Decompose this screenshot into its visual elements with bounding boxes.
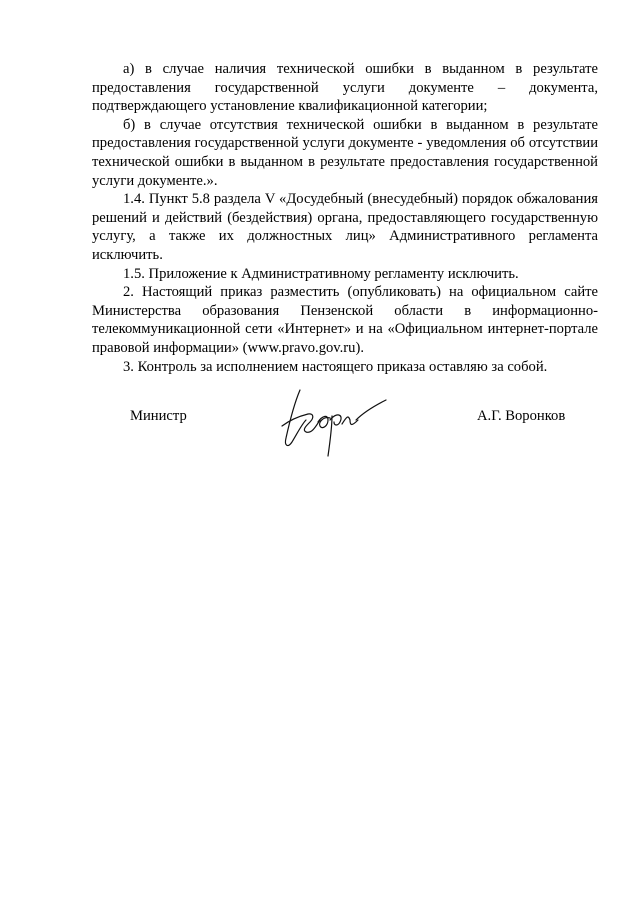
paragraph-a: а) в случае наличия технической ошибки в выданном в результате предоставления государственной услуги документе – документа, подтверждающего установление квалификационной категории; xyxy=(92,61,598,115)
paragraph-b: б) в случае отсутствия технической ошибки в выданном в результате предоставления государственной услуги документе - уведомления об отсутствии технической ошибки в выданном в результате предоставления государственной услуги документе.». xyxy=(92,116,598,189)
signatory-title: Министр xyxy=(130,408,187,424)
paragraph-1-5: 1.5. Приложение к Административному регламенту исключить. xyxy=(123,265,519,282)
handwritten-signature xyxy=(278,380,390,460)
paragraph-1-4: 1.4. Пункт 5.8 раздела V «Досудебный (внесудебный) порядок обжалования решений и действий (бездействия) органа, предоставляющего государственную услугу, а также их должностных лиц» Административного регламента исключить. xyxy=(92,191,598,263)
signature-block xyxy=(0,380,640,460)
paragraph-3: 3. Контроль за исполнением настоящего приказа оставляю за собой. xyxy=(123,358,548,375)
document-body xyxy=(92,60,598,376)
signatory-name: А.Г. Воронков xyxy=(477,408,566,424)
paragraph-2: 2. Настоящий приказ разместить (опубликовать) на официальном сайте Министерства образования Пензенской области в информационно-телекоммуникационной сети «Интернет» и на «Официальном интернет-портале правовой информации» (www.pravo.gov.ru). xyxy=(92,284,598,356)
